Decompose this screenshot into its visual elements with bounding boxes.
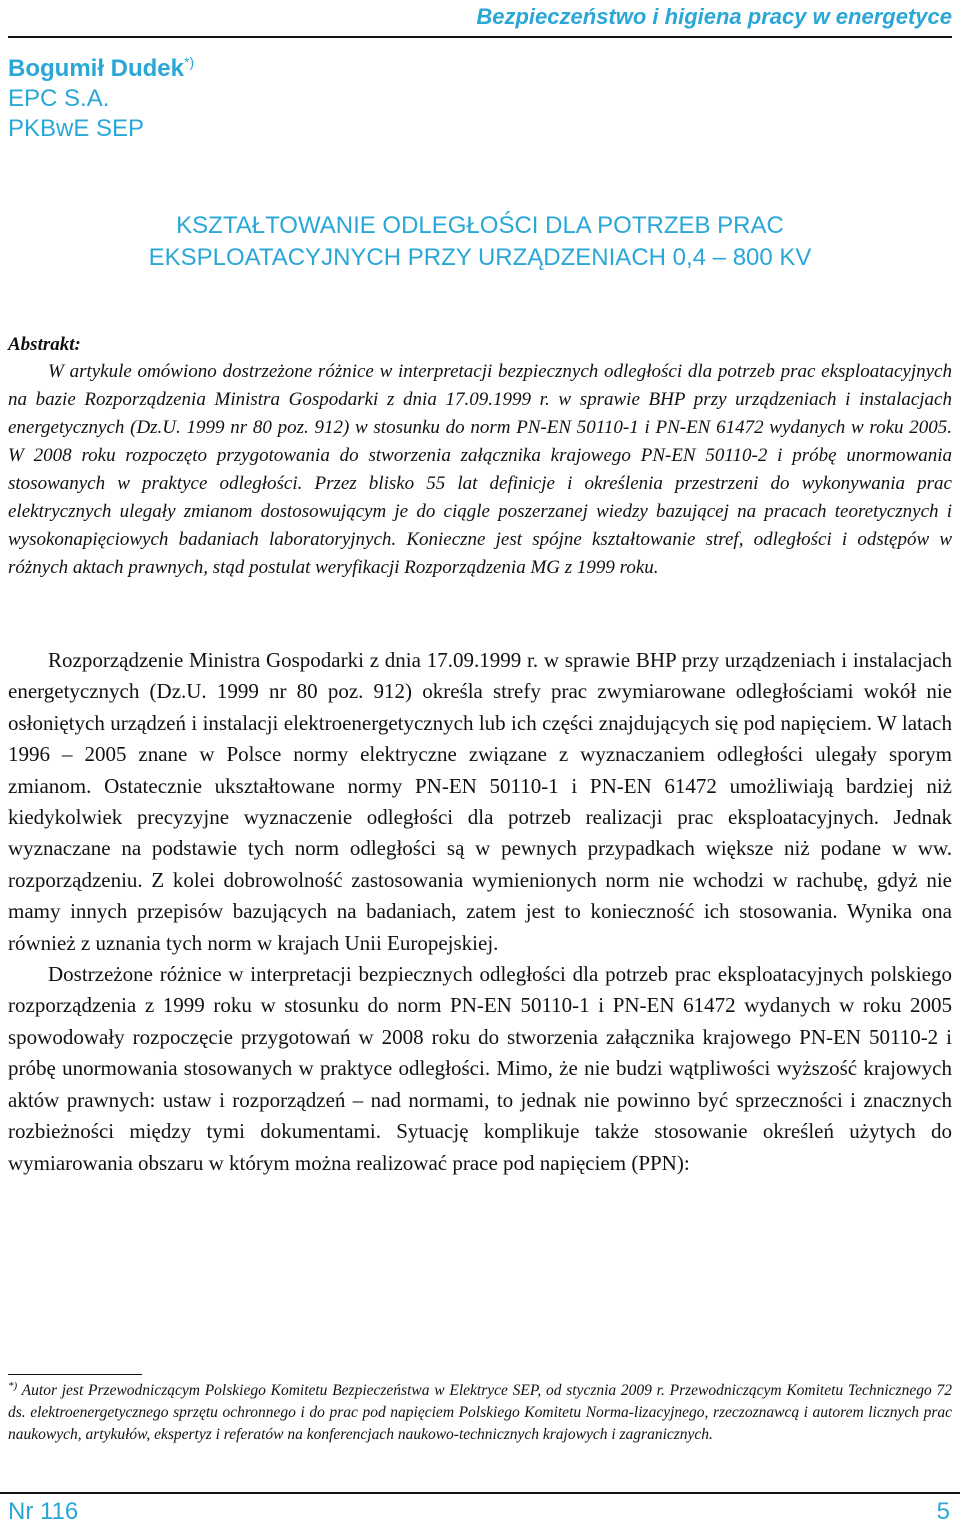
author-affiliation-1: EPC S.A. <box>8 85 110 112</box>
body-paragraph-2: Dostrzeżone różnice w interpretacji bezpiecznych odległości dla potrzeb prac eksploatacyjnych polskiego rozporządzenia z 1999 roku w stosunku do norm PN-EN 50110-1 i PN-EN 61472 wydanych w roku 2005 spowodowały rozpoczęcie przygotowań w 2008 roku do stworzenia załącznika krajowego PN-EN 50110-2 i próbę unormowania stosowanych w praktyce odległości. Mimo, że nie budzi wątpliwości wyższość krajowych aktów prawnych: ustaw i rozporządzeń – nad normami, to jednak nie powinno być sprzeczności i znacznych rozbieżności między tymi dokumentami. Sytuację komplikuje także stosowanie określeń użytych do wymiarowania obszaru w którym można realizować prace pod napięciem (PPN): <box>8 962 952 1175</box>
footer-divider <box>0 1492 960 1494</box>
page-number: 5 <box>936 1498 950 1525</box>
article-title <box>0 210 960 274</box>
article-title-line-2: EKSPLOATACYJNYCH PRZY URZĄDZENIACH 0,4 – 800 KV <box>148 244 812 271</box>
running-header <box>8 4 952 40</box>
footnote-divider <box>8 1374 142 1375</box>
footnote-mark: *) <box>8 1379 18 1392</box>
journal-section-title: Bezpieczeństwo i higiena pracy w energetyce <box>476 4 952 29</box>
header-divider <box>8 36 952 38</box>
author-block <box>8 54 194 144</box>
abstract-label: Abstrakt: <box>8 334 81 355</box>
footnote <box>8 1380 952 1446</box>
author-line <box>8 54 194 84</box>
author-footnote-mark: *) <box>184 54 195 70</box>
author-name: Bogumił Dudek <box>8 55 185 82</box>
abstract-text: W artykule omówiono dostrzeżone różnice w interpretacji bezpiecznych odległości dla potrzeb prac eksploatacyjnych na bazie Rozporządzenia Ministra Gospodarki z dnia 17.09.1999 r. w sprawie BHP przy urządzeniach i instalacjach energetycznych (Dz.U. 1999 nr 80 poz. 912) w stosunku do norm PN-EN 50110-1 i PN-EN 61472 wydanych w roku 2005. W 2008 roku rozpoczęto przygotowania do stworzenia załącznika krajowego PN-EN 50110-2 i próbę unormowania stosowanych w praktyce odległości. Przez blisko 55 lat definicje i określenia przestrzeni do wykonywania prac elektrycznych ulegały zmianom dostosowującym je do ciągle poszerzanej wiedzy bazującej na pracach teoretycznych i wysokonapięciowych badaniach laboratoryjnych. Konieczne jest spójne kształtowanie stref, odległości i odstępów w różnych aktach prawnych, stąd postulat weryfikacji Rozporządzenia MG z 1999 roku. <box>8 361 952 578</box>
article-title-line-1: KSZTAŁTOWANIE ODLEGŁOŚCI DLA POTRZEB PRAC <box>176 212 784 239</box>
author-affiliation-2: PKBwE SEP <box>8 115 145 142</box>
issue-number: Nr 116 <box>8 1498 79 1525</box>
body-paragraph-1: Rozporządzenie Ministra Gospodarki z dnia 17.09.1999 r. w sprawie BHP przy urządzeniach i instalacjach energetycznych (Dz.U. 1999 nr 80 poz. 912) określa strefy prac zwymiarowane odległościami wokół nie osłoniętych urządzeń i instalacji elektroenergetycznych lub ich części znajdujących się pod napięciem. W latach 1996 – 2005 znane w Polsce normy elektryczne związane z wyznaczaniem odległości ulegały sporym zmianom. Ostatecznie ukształtowane normy PN-EN 50110-1 i PN-EN 61472 umożliwiają bardziej niż kiedykolwiek precyzyjne wyznaczenie odległości dla potrzeb realizacji prac eksploatacyjnych. Jednak wyznaczane na podstawie tych norm odległości są w pewnych przypadkach większe niż podane w ww. rozporządzeniu. Z kolei dobrowolność zastosowania wymienionych norm nie wchodzi w rachubę, gdyż nie mamy innych przepisów bazujących na badaniach, zatem jest to konieczność ich stosowania. Wynika ona również z uznania tych norm w krajach Unii Europejskiej. <box>8 648 952 955</box>
footnote-text: Autor jest Przewodniczącym Polskiego Komitetu Bezpieczeństwa w Elektryce SEP, od stycznia 2009 r. Przewodniczącym Komitetu Technicznego 72 ds. elektroenergetycznego sprzętu ochronnego i do prac pod napięciem Polskiego Komitetu Norma-lizacyjnego, rzeczoznawcą i autorem licznych prac naukowych, artykułów, ekspertyz i referatów na konferencjach naukowo-technicznych krajowych i zagranicznych. <box>8 1382 952 1443</box>
abstract-section <box>8 332 952 582</box>
article-body <box>8 645 952 1179</box>
